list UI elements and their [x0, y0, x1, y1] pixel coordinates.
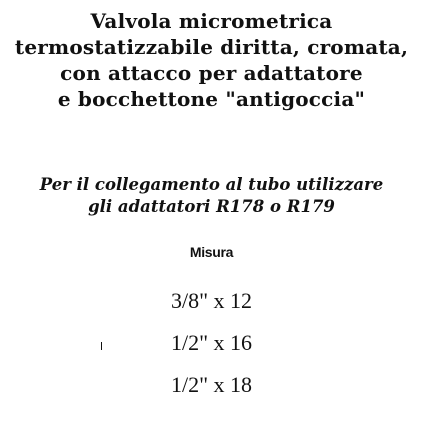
title-line: termostatizzabile diritta, cromata,	[14, 35, 409, 59]
note-line: gli adattatori R178 o R179	[88, 197, 335, 216]
note-line: Per il collegamento al tubo utilizzare	[39, 175, 384, 194]
title-line: Valvola micrometrica	[90, 9, 333, 33]
size-item: 3/8" x 12	[170, 288, 253, 313]
size-list	[0, 282, 423, 408]
title-line: e bocchettone "antigoccia"	[57, 87, 366, 111]
size-item: 1/2" x 18	[170, 372, 253, 397]
size-item: 1/2" x 16	[170, 330, 253, 355]
misura-heading: Misura	[189, 244, 234, 260]
scan-mark	[101, 342, 102, 350]
product-title	[0, 8, 423, 112]
title-line: con attacco per adattatore	[60, 61, 363, 85]
connection-note	[0, 174, 423, 218]
